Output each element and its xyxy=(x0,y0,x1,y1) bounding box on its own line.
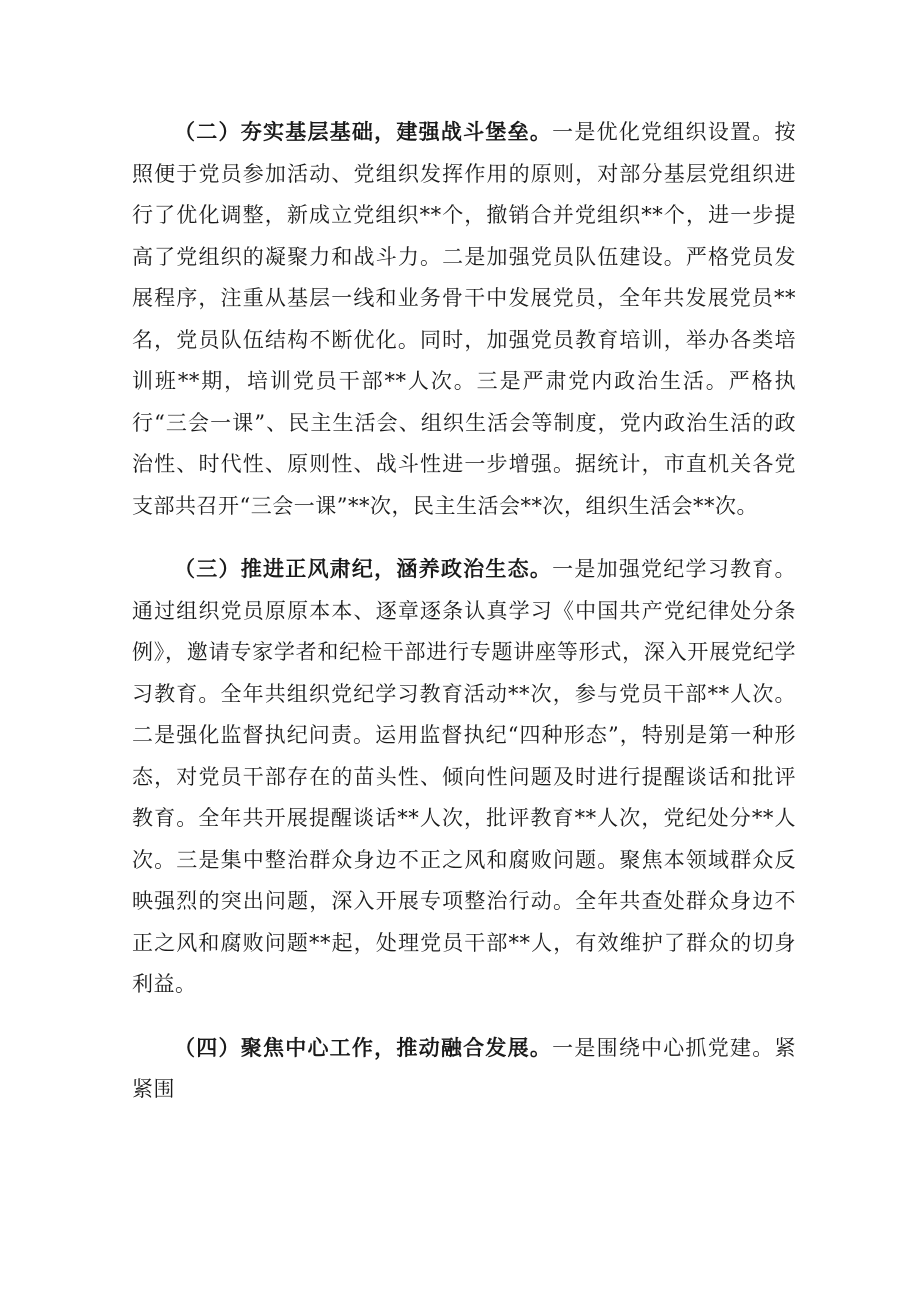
document-body xyxy=(132,112,796,1133)
section-heading-4: （四）聚焦中心工作，推动融合发展。 xyxy=(174,1035,553,1060)
section-paragraph-2 xyxy=(132,112,796,527)
section-heading-2: （二）夯实基层基础，建强战斗堡垒。 xyxy=(174,120,553,144)
section-paragraph-3 xyxy=(132,549,796,1006)
section-paragraph-4 xyxy=(132,1028,796,1111)
section-heading-3: （三）推进正风肃纪，涵养政治生态。 xyxy=(174,557,553,581)
section-text-4: 一是围绕中心抓党建。紧紧围 xyxy=(132,1035,797,1101)
section-text-2: 一是优化党组织设置。按照便于党员参加活动、党组织发挥作用的原则，对部分基层党组织进行了优化调整，新成立党组织**个，撤销合并党组织**个，进一步提高了党组织的凝聚力和战斗力。二是加强党员队伍建设。严格党员发展程序，注重从基层一线和业务骨干中发展党员，全年共发展党员**名，党员队伍结构不断优化。同时，加强党员教育培训，举办各类培训班**期，培训党员干部**人次。三是严肃党内政治生活。严格执行“三会一课”、民主生活会、组织生活会等制度，党内政治生活的政治性、时代性、原则性、战斗性进一步增强。据统计，市直机关各党支部共召开“三会一课”**次，民主生活会**次，组织生活会**次。 xyxy=(132,120,797,518)
section-text-3: 一是加强党纪学习教育。通过组织党员原原本本、逐章逐条认真学习《中国共产党纪律处分条例》，邀请专家学者和纪检干部进行专题讲座等形式，深入开展党纪学习教育。全年共组织党纪学习教育活动**次，参与党员干部**人次。二是强化监督执纪问责。运用监督执纪“四种形态”，特别是第一种形态，对党员干部存在的苗头性、倾向性问题及时进行提醒谈话和批评教育。全年共开展提醒谈话**人次，批评教育**人次，党纪处分**人次。三是集中整治群众身边不正之风和腐败问题。聚焦本领域群众反映强烈的突出问题，深入开展专项整治行动。全年共查处群众身边不正之风和腐败问题**起，处理党员干部**人，有效维护了群众的切身利益。 xyxy=(132,557,797,996)
